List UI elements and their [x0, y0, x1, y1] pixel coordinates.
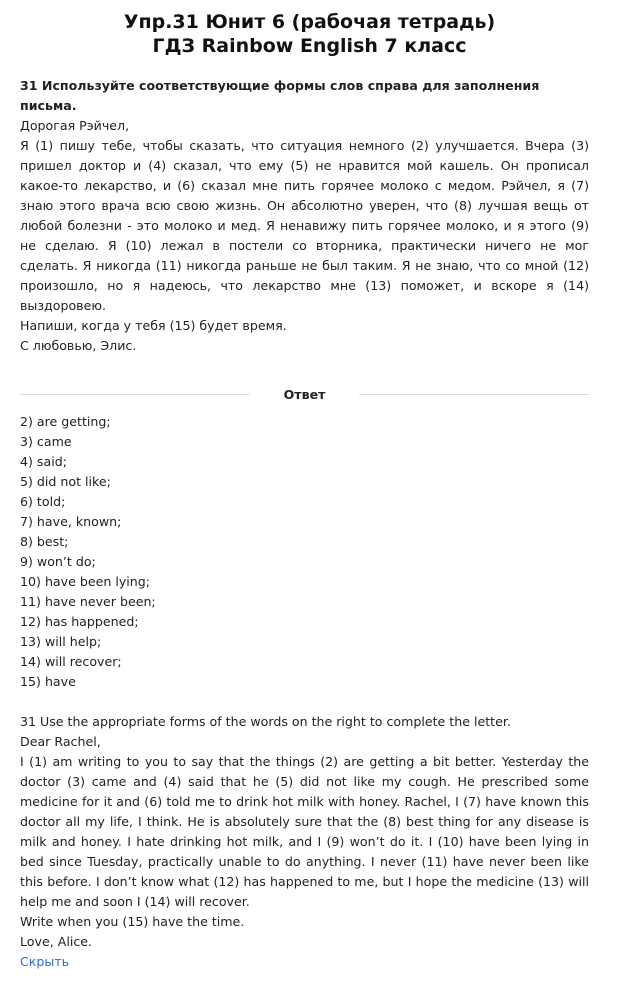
answer-item: 14) will recover; — [20, 654, 122, 669]
page-title — [0, 0, 619, 58]
answer-item: 12) has happened; — [20, 614, 139, 629]
answer-item: 15) have — [20, 674, 76, 689]
english-heading: 31 Use the appropriate forms of the words on the right to complete the letter. — [20, 714, 511, 729]
answer-item: 6) told; — [20, 494, 66, 509]
task-heading: 31 Используйте соответствующие формы слов справа для заполнения письма. — [20, 78, 540, 113]
answer-item: 8) best; — [20, 534, 69, 549]
divider-line-left — [20, 394, 250, 395]
answer-divider — [20, 384, 589, 404]
answer-item: 7) have, known; — [20, 514, 122, 529]
title-line-1: Упр.31 Юнит 6 (рабочая тетрадь) — [123, 11, 496, 33]
task-block — [20, 76, 589, 356]
answer-label: Ответ — [283, 386, 326, 402]
english-greeting: Dear Rachel, — [20, 734, 101, 749]
answer-item: 5) did not like; — [20, 474, 111, 489]
letter-greeting: Дорогая Рэйчел, — [20, 118, 130, 133]
letter-signature: С любовью, Элис. — [20, 338, 137, 353]
letter-closing-line: Напиши, когда у тебя (15) будет время. — [20, 318, 287, 333]
divider-line-right — [359, 394, 589, 395]
english-closing-line: Write when you (15) have the time. — [20, 914, 245, 929]
hide-link[interactable]: Скрыть — [20, 954, 70, 969]
answer-item: 9) won’t do; — [20, 554, 96, 569]
english-letter — [20, 712, 589, 972]
answer-item: 11) have never been; — [20, 594, 156, 609]
answer-item: 2) are getting; — [20, 414, 111, 429]
english-body: I (1) am writing to you to say that the things (2) are getting a bit better. Yesterday the doctor (3) came and (4) said that he (5) did not like my cough. He prescribed some medicine for it and (6) told me to drink hot milk with honey. Rachel, I (7) have known this doctor all my life, I think. He is absolutely sure that the (8) best thing for any disease is milk and honey. I hate drinking hot milk, and I (9) won’t do it. I (10) have been lying in bed since Tuesday, practically unable to do anything. I never (11) have never been like this before. I don’t know what (12) has happened to me, but I hope the medicine (13) will help me and soon I (14) will recover. — [20, 754, 589, 909]
answer-item: 10) have been lying; — [20, 574, 150, 589]
english-signature: Love, Alice. — [20, 934, 92, 949]
letter-body: Я (1) пишу тебе, чтобы сказать, что ситуация немного (2) улучшается. Вчера (3) пришел доктор и (4) сказал, что ему (5) не нравится мой кашель. Он прописал какое-то лекарство, и (6) сказал мне пить горячее молоко с медом. Рэйчел, я (7) знаю этого врача всю свою жизнь. Он абсолютно уверен, что (8) лучшая вещь от любой болезни - это молоко и мед. Я ненавижу пить горячее молоко, и я этого (9) не сделаю. Я (10) лежал в постели со вторника, практически ничего не мог сделать. Я никогда (11) никогда раньше не был таким. Я не знаю, что со мной (12) произошло, но я надеюсь, что лекарство мне (13) поможет, и вскоре я (14) выздоровею. — [20, 138, 589, 313]
answer-item: 4) said; — [20, 454, 67, 469]
answer-item: 3) came — [20, 434, 72, 449]
answer-list — [20, 412, 589, 692]
answer-item: 13) will help; — [20, 634, 102, 649]
title-line-2: ГДЗ Rainbow English 7 класс — [152, 35, 467, 57]
